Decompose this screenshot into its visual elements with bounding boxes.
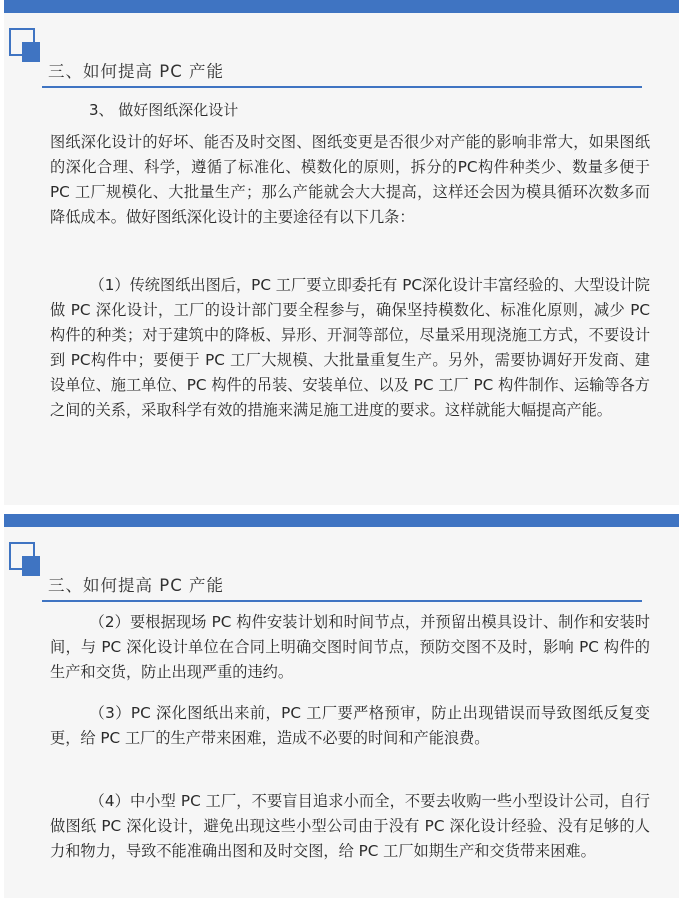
title-underline: [42, 600, 642, 602]
item-4-paragraph: （4）中小型 PC 工厂，不要盲目追求小而全，不要去收购一些小型设计公司，自行做图纸 PC 深化设计，避免出现这些小型公司由于没有 PC 深化设计经验、没有足够的人力和物力，导致不能准确出图和及时交图，给 PC 工厂如期生产和交货带来困难。: [50, 792, 650, 860]
intro-paragraph: 图纸深化设计的好坏、能否及时交图、图纸变更是否很少对产能的影响非常大，如果图纸的深化合理、科学，遵循了标准化、模数化的原则，拆分的PC构件种类少、数量多便于 PC 工厂规模化、大批量生产；那么产能就会大大提高，这样还会因为模具循环次数多而降低成本。做好图纸深化设计的主要途径有以下几条：: [50, 133, 650, 226]
slide-panel-1: [4, 0, 679, 505]
section-title: 三、如何提高 PC 产能: [48, 62, 224, 81]
top-accent-bar: [4, 514, 679, 527]
title-underline: [42, 86, 642, 88]
item-1-paragraph: （1）传统图纸出图后，PC 工厂要立即委托有 PC深化设计丰富经验的、大型设计院做 PC 深化设计，工厂的设计部门要全程参与，确保坚持模数化、标准化原则，减少 PC 构件的种类；对于建筑中的降板、异形、开洞等部位，尽量采用现浇施工方式，不要设计到 PC构件中；要便于 PC 工厂大规模、大批量重复生产。另外，需要协调好开发商、建设单位、施工单位、PC 构件的吊装、安装单位、以及 PC 工厂 PC 构件制作、运输等各方之间的关系，采取科学有效的措施来满足施工进度的要求。这样就能大幅提高产能。: [50, 276, 650, 419]
section-title: 三、如何提高 PC 产能: [48, 576, 224, 595]
top-accent-bar: [4, 0, 679, 13]
item-2-paragraph: （2）要根据现场 PC 构件安装计划和时间节点，并预留出模具设计、制作和安装时间，与 PC 深化设计单位在合同上明确交图时间节点，预防交图不及时，影响 PC 构件的生产和交货，防止出现严重的违约。: [50, 613, 650, 681]
corner-decoration-fill: [22, 556, 40, 576]
slide-panel-2: [4, 514, 679, 898]
corner-decoration-fill: [22, 42, 40, 62]
item-3-paragraph: （3）PC 深化图纸出来前，PC 工厂要严格预审，防止出现错误而导致图纸反复变更，给 PC 工厂的生产带来困难，造成不必要的时间和产能浪费。: [50, 704, 650, 747]
subheading: 3、 做好图纸深化设计: [89, 101, 239, 119]
